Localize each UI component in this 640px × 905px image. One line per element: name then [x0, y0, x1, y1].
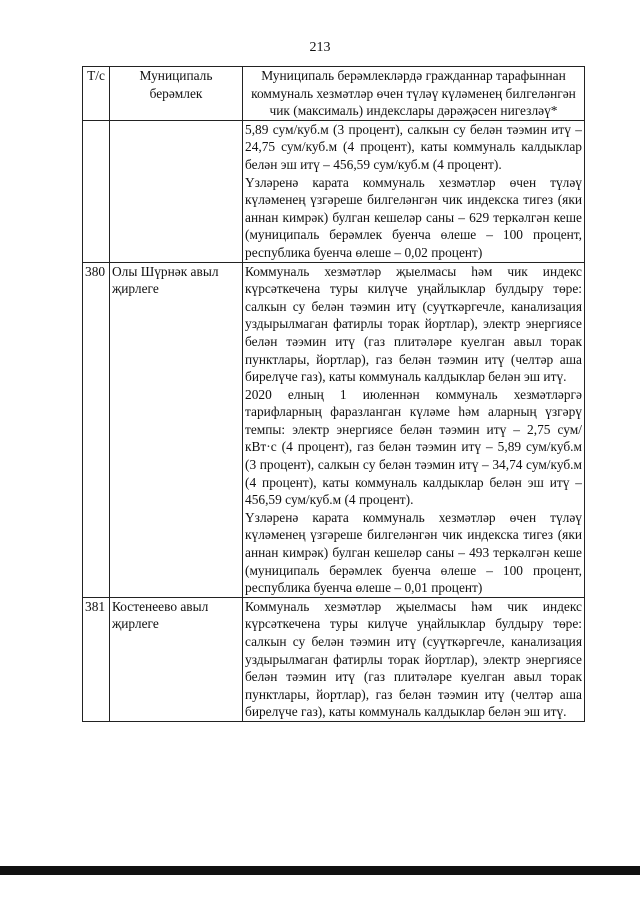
- row-municipality: [110, 120, 243, 262]
- header-index: Муниципаль берәмлекләрдә гражданнар тарафыннан коммуналь хезмәтләр өчен түләү күләменең билгеләнгән чик (максималь) индекслары дәрәҗәсен нигезләү*: [243, 67, 585, 121]
- row-paragraph: Коммуналь хезмәтләр җыелмасы һәм чик индекс күрсәткечена туры килүче уңайлыклар булдыру төре: салкын су белән тәэмин итү (суүткәргечле, канализация уздырылмаган фатирлы торак йортлар), электр энергиясе белән тәэмин итү (газ плитәләре куелган авыл торак пунктлары, йортлар), газ белән тәэмин итү (челтәр аша бирелүче газ), каты коммуналь калдыклар белән эш итү.: [245, 598, 582, 720]
- table-header-row: [83, 67, 585, 121]
- header-no: Т/с: [83, 67, 110, 121]
- table-row: [83, 597, 585, 721]
- row-paragraph: 2020 елның 1 июленнән коммуналь хезмәтләргә тарифларның фаразланган күләме һәм аларның үзгәрү темпы: электр энергиясе белән тәэмин итү – 2,75 сум/кВт·с (4 процент), газ белән тәэмин итү – 5,89 сум/куб.м (3 процент), салкын су белән тәэмин итү – 34,74 сум/куб.м (4 процент), каты коммуналь калдыклар белән эш итү – 456,59 сум/куб.м (4 процент).: [245, 386, 582, 508]
- table-row: [83, 262, 585, 597]
- row-index-text: [243, 262, 585, 597]
- row-number: [83, 120, 110, 262]
- row-number: 381: [83, 597, 110, 721]
- row-index-text: [243, 597, 585, 721]
- row-paragraph: Үзләренә карата коммуналь хезмәтләр өчен түләү күләменең үзгәреше билгеләнгән чик индекска тигез (яки аннан кимрәк) булган кешеләр саны – 493 теркәлгән кеше (муниципаль берәмлек буенча өлеше – 100 процент, республика буенча өлеше – 0,01 процент): [245, 509, 582, 596]
- row-number: 380: [83, 262, 110, 597]
- row-municipality: Олы Шүрнәк авыл җирлеге: [110, 262, 243, 597]
- row-paragraph: 5,89 сум/куб.м (3 процент), салкын су белән тәэмин итү – 24,75 сум/куб.м (4 процент), каты коммуналь калдыклар белән эш итү – 456,59 сум/куб.м (4 процент).: [245, 121, 582, 172]
- row-index-text: [243, 120, 585, 262]
- header-municipality: Муниципаль берәмлек: [110, 67, 243, 121]
- row-municipality: Костенеево авыл җирлеге: [110, 597, 243, 721]
- scan-edge-bar: [0, 866, 640, 875]
- table-row: [83, 120, 585, 262]
- page-number: 213: [309, 40, 331, 55]
- row-paragraph: Үзләренә карата коммуналь хезмәтләр өчен түләү күләменең үзгәреше билгеләнгән чик индекска тигез (яки аннан кимрәк) булган кешеләр саны – 629 теркәлгән кеше (муниципаль берәмлек буенча өлеше – 100 процент, республика буенча өлеше – 0,02 процент): [245, 174, 582, 260]
- row-paragraph: Коммуналь хезмәтләр җыелмасы һәм чик индекс күрсәткечена туры килүче уңайлыклар булдыру төре: салкын су белән тәэмин итү (суүткәргечле, канализация уздырылмаган фатирлы торак йортлар), электр энергиясе белән тәэмин итү (газ плитәләре куелган авыл торак пунктлары, йортлар), газ белән тәэмин итү (челтәр аша бирелүче газ), каты коммуналь калдыклар белән эш итү.: [245, 263, 582, 385]
- tariff-index-table: [82, 66, 585, 722]
